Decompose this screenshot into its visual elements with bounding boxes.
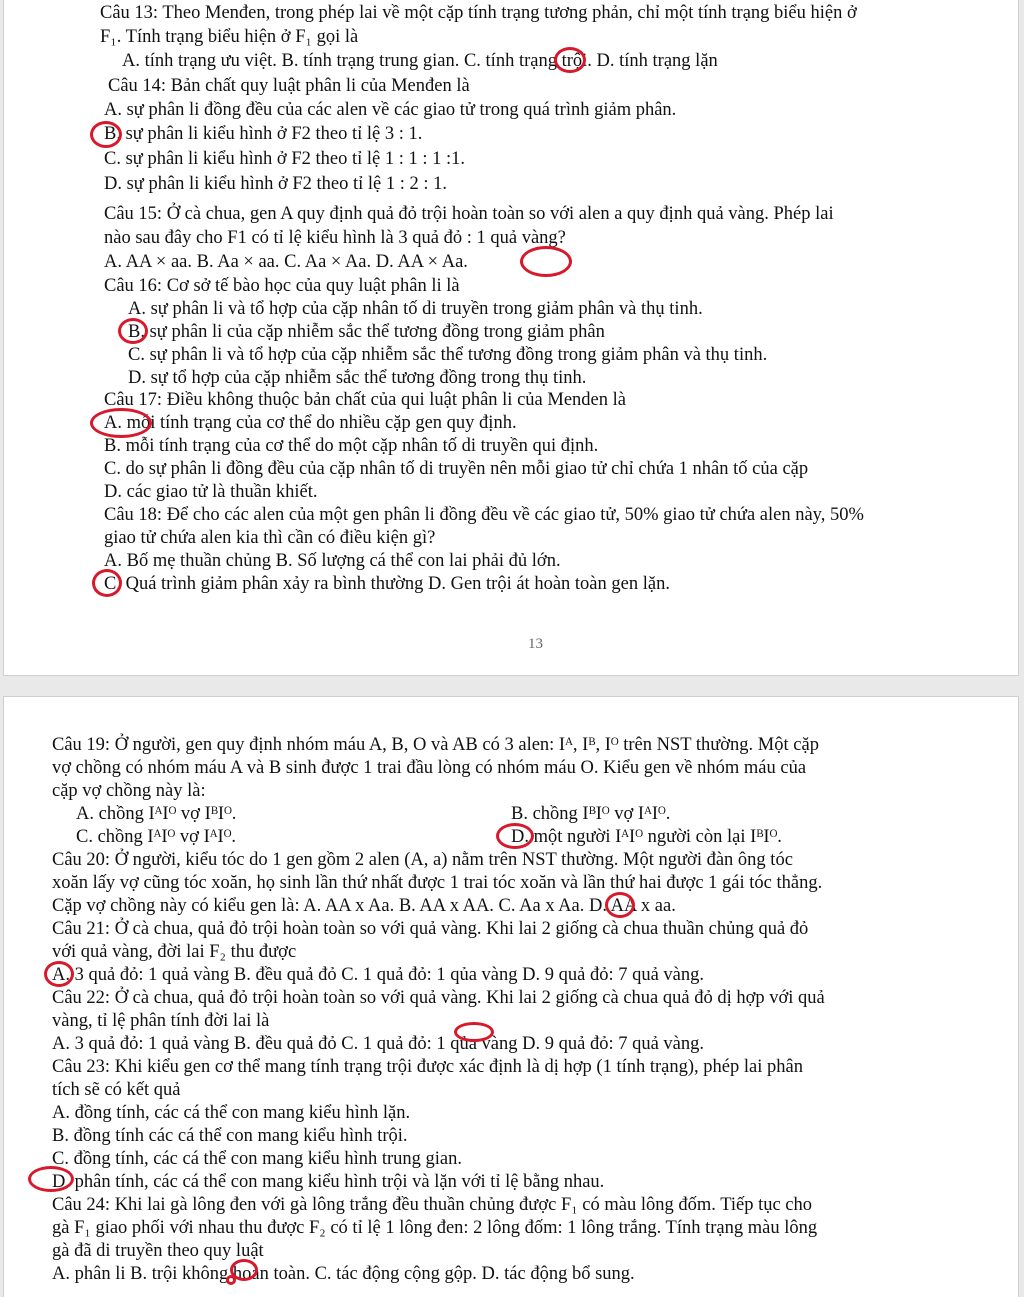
q23-line1: Câu 23: Khi kiểu gen cơ thể mang tính trạng trội được xác định là dị hợp (1 tính trạng), phép lai phân [52, 1057, 803, 1077]
q18-options-cd: C. Quá trình giảm phân xảy ra bình thường D. Gen trội át hoàn toàn gen lặn. [104, 574, 670, 594]
q19-line2: vợ chồng có nhóm máu A và B sinh được 1 trai đầu lòng có nhóm máu O. Kiểu gen về nhóm máu của [52, 758, 807, 778]
q17-option-b: B. mỗi tính trạng của cơ thể do một cặp nhân tố di truyền qui định. [104, 436, 599, 456]
document-page-14 [4, 697, 1018, 1297]
answer-mark-q21 [44, 961, 74, 987]
answer-mark-q13 [554, 47, 586, 73]
answer-mark-q14 [90, 121, 122, 148]
q14-option-c: C. sự phân li kiểu hình ở F2 theo tỉ lệ 1 : 1 : 1 :1. [104, 149, 466, 169]
q24-options: A. phân li B. trội không hoàn toàn. C. tác động cộng gộp. D. tác động bổ sung. [52, 1264, 635, 1284]
q14-option-d: D. sự phân li kiểu hình ở F2 theo tỉ lệ 1 : 2 : 1. [104, 174, 448, 194]
q22-line1: Câu 22: Ở cà chua, quả đỏ trội hoàn toàn so với quả vàng. Khi lai 2 giống cà chua quả đỏ dị hợp với quả [52, 988, 825, 1008]
q22-line2: vàng, tỉ lệ phân tính đời lai là [52, 1011, 270, 1031]
q18-options-ab: A. Bố mẹ thuần chủng B. Số lượng cá thể con lai phải đủ lớn. [104, 551, 561, 571]
answer-mark-q18 [92, 569, 122, 597]
q20-line1: Câu 20: Ở người, kiểu tóc do 1 gen gồm 2 alen (A, a) nằm trên NST thường. Một người đàn ông tóc [52, 850, 793, 870]
answer-mark-q20 [605, 892, 635, 918]
q18-line1: Câu 18: Để cho các alen của một gen phân li đồng đều về các giao tử, 50% giao tử chứa alen này, 50% [104, 505, 864, 525]
q14-option-b: B. sự phân li kiểu hình ở F2 theo tỉ lệ 3 : 1. [104, 124, 423, 144]
answer-mark-q15 [520, 246, 572, 277]
answer-mark-q22 [454, 1022, 494, 1042]
q15-line2: nào sau đây cho F1 có tỉ lệ kiểu hình là 3 quả đỏ : 1 quả vàng? [104, 228, 566, 248]
q19-option-b: B. chồng IᴮIᴼ vợ IᴬIᴼ. [511, 804, 671, 824]
q23-option-d: D. phân tính, các cá thể con mang kiểu hình trội và lặn với tỉ lệ bằng nhau. [52, 1172, 605, 1192]
q19-line3: cặp vợ chồng này là: [52, 781, 206, 801]
answer-mark-q16 [118, 318, 148, 344]
q24-line1: Câu 24: Khi lai gà lông đen với gà lông trắng đều thuần chủng được F₁ có màu lông đốm. Tiếp tục cho [52, 1195, 813, 1215]
q23-line2: tích sẽ có kết quả [52, 1080, 181, 1100]
answer-mark-q19 [496, 823, 534, 849]
q18-line2: giao tử chứa alen kia thì cần có điều kiện gì? [104, 528, 436, 548]
answer-mark-q24-tail [226, 1275, 236, 1285]
q24-line3: gà đã di truyền theo quy luật [52, 1241, 264, 1261]
q21-options: A. 3 quả đỏ: 1 quả vàng B. đều quả đỏ C. 1 quả đỏ: 1 qủa vàng D. 9 quả đỏ: 7 quả vàng. [52, 965, 705, 985]
q22-options: A. 3 quả đỏ: 1 quả vàng B. đều quả đỏ C. 1 quả đỏ: 1 qủa vàng D. 9 quả đỏ: 7 quả vàng. [52, 1034, 705, 1054]
q16-option-c: C. sự phân li và tổ hợp của cặp nhiễm sắc thể tương đồng trong giảm phân và thụ tinh. [128, 345, 768, 365]
q16-stem: Câu 16: Cơ sở tế bào học của quy luật phân li là [104, 276, 460, 296]
q17-option-c: C. do sự phân li đồng đều của cặp nhân tố di truyền nên mỗi giao tử chỉ chứa 1 nhân tố của cặp [104, 459, 809, 479]
q17-stem: Câu 17: Điều không thuộc bản chất của qui luật phân li của Menden là [104, 390, 626, 410]
page-number: 13 [528, 636, 543, 652]
q21-line1: Câu 21: Ở cà chua, quả đỏ trội hoàn toàn so với quả vàng. Khi lai 2 giống cà chua thuần chủng quả đỏ [52, 919, 809, 939]
q14-stem: Câu 14: Bản chất quy luật phân li của Menđen là [108, 76, 470, 96]
answer-mark-q17 [90, 408, 152, 438]
q19-option-c: C. chồng IᴬIᴼ vợ IᴬIᴼ. [76, 827, 237, 847]
q23-option-c: C. đồng tính, các cá thể con mang kiểu hình trung gian. [52, 1149, 462, 1169]
q19-line1: Câu 19: Ở người, gen quy định nhóm máu A, B, O và AB có 3 alen: Iᴬ, Iᴮ, Iᴼ trên NST thường. Một cặp [52, 735, 819, 755]
q20-line3: Cặp vợ chồng này có kiểu gen là: A. AA x Aa. B. AA x AA. C. Aa x Aa. D. AA x aa. [52, 896, 676, 916]
answer-mark-q23 [28, 1166, 74, 1192]
document-page-13 [4, 0, 1018, 675]
q17-option-d: D. các giao tử là thuần khiết. [104, 482, 318, 502]
q23-option-b: B. đồng tính các cá thể con mang kiểu hình trội. [52, 1126, 408, 1146]
q23-option-a: A. đồng tính, các cá thể con mang kiểu hình lặn. [52, 1103, 411, 1123]
q15-line1: Câu 15: Ở cà chua, gen A quy định quả đỏ trội hoàn toàn so với alen a quy định quả vàng. Phép lai [104, 204, 834, 224]
q21-line2: với quả vàng, đời lai F₂ thu được [52, 942, 297, 962]
q14-option-a: A. sự phân li đồng đều của các alen về các giao tử trong quá trình giảm phân. [104, 100, 677, 120]
q16-option-a: A. sự phân li và tổ hợp của cặp nhân tố di truyền trong giảm phân và thụ tinh. [128, 299, 703, 319]
q19-option-a: A. chồng IᴬIᴼ vợ IᴮIᴼ. [76, 804, 237, 824]
q16-option-b: B. sự phân li của cặp nhiễm sắc thể tương đồng trong giảm phân [128, 322, 605, 342]
q24-line2: gà F₁ giao phối với nhau thu được F₂ có tỉ lệ 1 lông đen: 2 lông đốm: 1 lông trắng. Tính trạng màu lông [52, 1218, 818, 1238]
q16-option-d: D. sự tổ hợp của cặp nhiễm sắc thể tương đồng trong thụ tinh. [128, 368, 587, 388]
q13-line1: Câu 13: Theo Menđen, trong phép lai về một cặp tính trạng tương phản, chỉ một tính trạng biểu hiện ở [100, 3, 857, 23]
q13-options: A. tính trạng ưu việt. B. tính trạng trung gian. C. tính trạng trội. D. tính trạng lặn [122, 51, 718, 71]
q15-options: A. AA × aa. B. Aa × aa. C. Aa × Aa. D. AA × Aa. [104, 252, 468, 272]
q19-option-d: D. một người IᴬIᴼ người còn lại IᴮIᴼ. [511, 827, 782, 847]
q13-line2: F₁. Tính trạng biểu hiện ở F₁ gọi là [100, 27, 359, 47]
q20-line2: xoăn lấy vợ cũng tóc xoăn, họ sinh lần thứ nhất được 1 trai tóc xoăn và lần thứ hai được 1 gái tóc thẳng. [52, 873, 823, 893]
q17-option-a: A. mỗi tính trạng của cơ thể do nhiều cặp gen quy định. [104, 413, 517, 433]
